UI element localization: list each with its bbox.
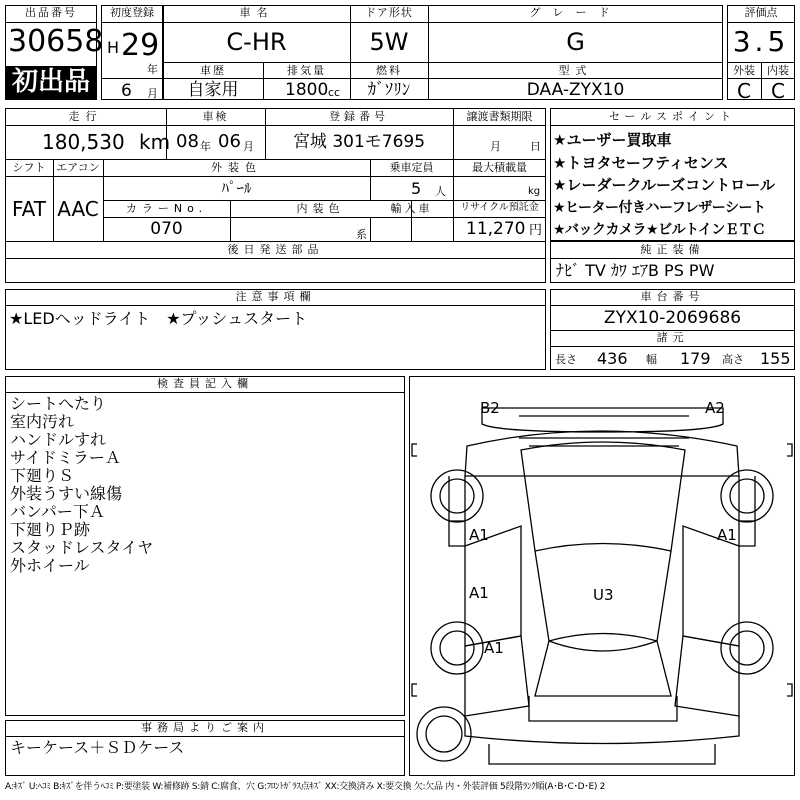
inspection-month-unit: 月: [243, 140, 254, 153]
sales-point-item: ★バックカメラ★ビルトインＥＴＣ: [553, 222, 766, 238]
notes-label: 注意事項欄: [235, 290, 316, 303]
shift-value: FAT: [11, 197, 46, 221]
damage-a2: A2: [705, 399, 725, 417]
length-label: 長さ: [555, 353, 577, 366]
exterior-color-value: ﾊﾟｰﾙ: [221, 179, 252, 197]
inspector-item: 下廻りＰ跡: [10, 520, 91, 539]
transfer-label: 譲渡書類期限: [466, 110, 533, 123]
sales-point-item: ★ヒーター付きハーフレザーシート: [553, 199, 766, 216]
inspector-item: ハンドルすれ: [10, 430, 107, 449]
interior-score-value: C: [771, 79, 785, 103]
equipment-value: ﾅﾋﾞ TV ｶﾜ ｴｱB PS PW: [556, 261, 715, 280]
grade-label: グレード: [529, 6, 622, 19]
inspector-item: 下廻りＳ: [10, 466, 75, 485]
inspection-year: 08: [176, 131, 199, 152]
inspector-item: 室内汚れ: [10, 412, 75, 431]
inspector-list: [10, 395, 153, 575]
displacement-value: 1800: [285, 80, 329, 100]
history-label: 車歴: [200, 64, 226, 77]
interior-color-label: 内装色: [296, 202, 345, 215]
plate-label: 登録番号: [329, 110, 389, 123]
sales-point-item: ★レーダークルーズコントロール: [553, 176, 775, 194]
car-name-label: 車名: [239, 6, 274, 19]
sales-point-item: ★トヨタセーフティセンス: [553, 153, 729, 172]
later-parts-label: 後日発送部品: [227, 243, 324, 256]
grade-value: G: [566, 28, 585, 56]
transfer-month-unit: 月: [490, 140, 501, 153]
damage-a1-left-rear-fender: A1: [484, 639, 504, 657]
max-load-unit: kg: [528, 186, 541, 197]
color-no-label: カラーNo.: [125, 202, 208, 215]
model-label: 型式: [558, 64, 593, 77]
fuel-value: ｶﾞｿﾘﾝ: [367, 80, 411, 100]
aircon-label: エアコン: [56, 161, 100, 174]
recycle-unit: 円: [529, 223, 543, 238]
office-value: キーケース＋ＳＤケース: [10, 738, 185, 757]
mileage-unit: km: [139, 130, 171, 154]
office-label: 事務局よりご案内: [141, 721, 269, 734]
car-damage-diagram: [409, 376, 795, 776]
inspector-item: バンパー下Ａ: [10, 502, 105, 521]
history-value: 自家用: [187, 80, 239, 100]
height-value: 155: [760, 349, 791, 368]
inspector-item: スタッドレスタイヤ: [10, 538, 154, 557]
capacity-label: 乗車定員: [389, 161, 434, 174]
length-value: 436: [597, 349, 628, 368]
inspector-item: シートへたり: [10, 394, 107, 413]
capacity-value: 5: [411, 179, 422, 198]
width-label: 幅: [646, 353, 657, 366]
notes-value: ★LEDヘッドライト ★プッシュスタート: [9, 309, 308, 328]
inspector-label: 検査員記入欄: [157, 377, 253, 390]
exterior-score-value: C: [737, 79, 751, 103]
displacement-label: 排気量: [287, 64, 326, 77]
registration-year: 29: [121, 28, 160, 63]
inspector-item: 外装うすい線傷: [10, 484, 123, 503]
max-load-label: 最大積載量: [472, 161, 527, 174]
lot-label: 出品番号: [25, 6, 77, 19]
width-value: 179: [680, 349, 711, 368]
inspector-item: サイドミラーＡ: [10, 448, 121, 467]
model-value: DAA-ZYX10: [526, 80, 625, 100]
lot-number: 30658: [8, 24, 104, 59]
inspector-item: 外ホイール: [10, 556, 90, 575]
sales-points-list: [553, 129, 793, 242]
exterior-score-label: 外装: [733, 64, 755, 77]
color-no-value: 070: [150, 219, 183, 239]
displacement-unit: cc: [328, 86, 341, 99]
recycle-value: 11,270: [466, 219, 526, 239]
damage-a1-right-front-door: A1: [717, 526, 737, 544]
first-listing-text: 初出品: [11, 67, 90, 97]
car-name-value: C-HR: [226, 28, 287, 56]
chassis-value: ZYX10-2069686: [603, 308, 742, 328]
shift-label: シフト: [12, 161, 46, 174]
transfer-day-unit: 日: [530, 140, 541, 153]
inspection-year-unit: 年: [200, 140, 211, 153]
damage-a1-left-front-door: A1: [469, 526, 489, 544]
mileage-value: 180,530: [42, 130, 125, 154]
inspection-month: 06: [218, 131, 241, 152]
chassis-label: 車台番号: [640, 290, 705, 303]
door-value: 5W: [369, 28, 409, 56]
fuel-label: 燃料: [376, 64, 402, 77]
legend-text: A:ｷｽﾞ U:ﾍｺﾐ B:ｷｽﾞを伴うﾍｺﾐ P:要塗装 W:補修跡 S:錆 C:腐食、穴 G:ﾌﾛﾝﾄｶﾞﾗｽ点ｷｽﾞ XX:交換済み X:要交換 欠:欠品 内・外装評価 5段階ﾗﾝｸ順(A･B･C･D･E) 2: [5, 782, 606, 792]
registration-label: 初度登録: [110, 6, 154, 19]
registration-year-unit: 年: [147, 63, 158, 76]
exterior-color-label: 外装色: [211, 161, 262, 174]
import-label: 輸入車: [390, 202, 433, 215]
sales-points-label: セールスポイント: [608, 110, 736, 123]
plate-value: 宮城 301モ7695: [292, 132, 426, 152]
equipment-label: 純正装備: [640, 243, 705, 256]
specs-label: 諸元: [656, 331, 689, 344]
aircon-value: AAC: [57, 197, 99, 221]
mileage-label: 走行: [68, 110, 103, 123]
interior-color-unit: 系: [356, 228, 367, 241]
score-label: 評価点: [744, 6, 778, 19]
damage-u3: U3: [593, 586, 614, 604]
registration-era: H: [107, 38, 120, 57]
registration-month: 6: [121, 81, 132, 101]
damage-b2: B2: [480, 399, 500, 417]
score-value: 3.5: [732, 25, 790, 58]
registration-month-unit: 月: [147, 87, 158, 100]
height-label: 高さ: [722, 353, 744, 366]
sales-point-item: ★ユーザー買取車: [553, 131, 672, 149]
door-label: ドア形状: [365, 6, 413, 19]
capacity-unit: 人: [435, 185, 446, 198]
inspection-label: 車検: [202, 110, 229, 123]
interior-score-label: 内装: [767, 64, 789, 77]
damage-a1-left-rear-door: A1: [469, 584, 489, 602]
recycle-label: リサイクル預託金: [460, 202, 539, 213]
